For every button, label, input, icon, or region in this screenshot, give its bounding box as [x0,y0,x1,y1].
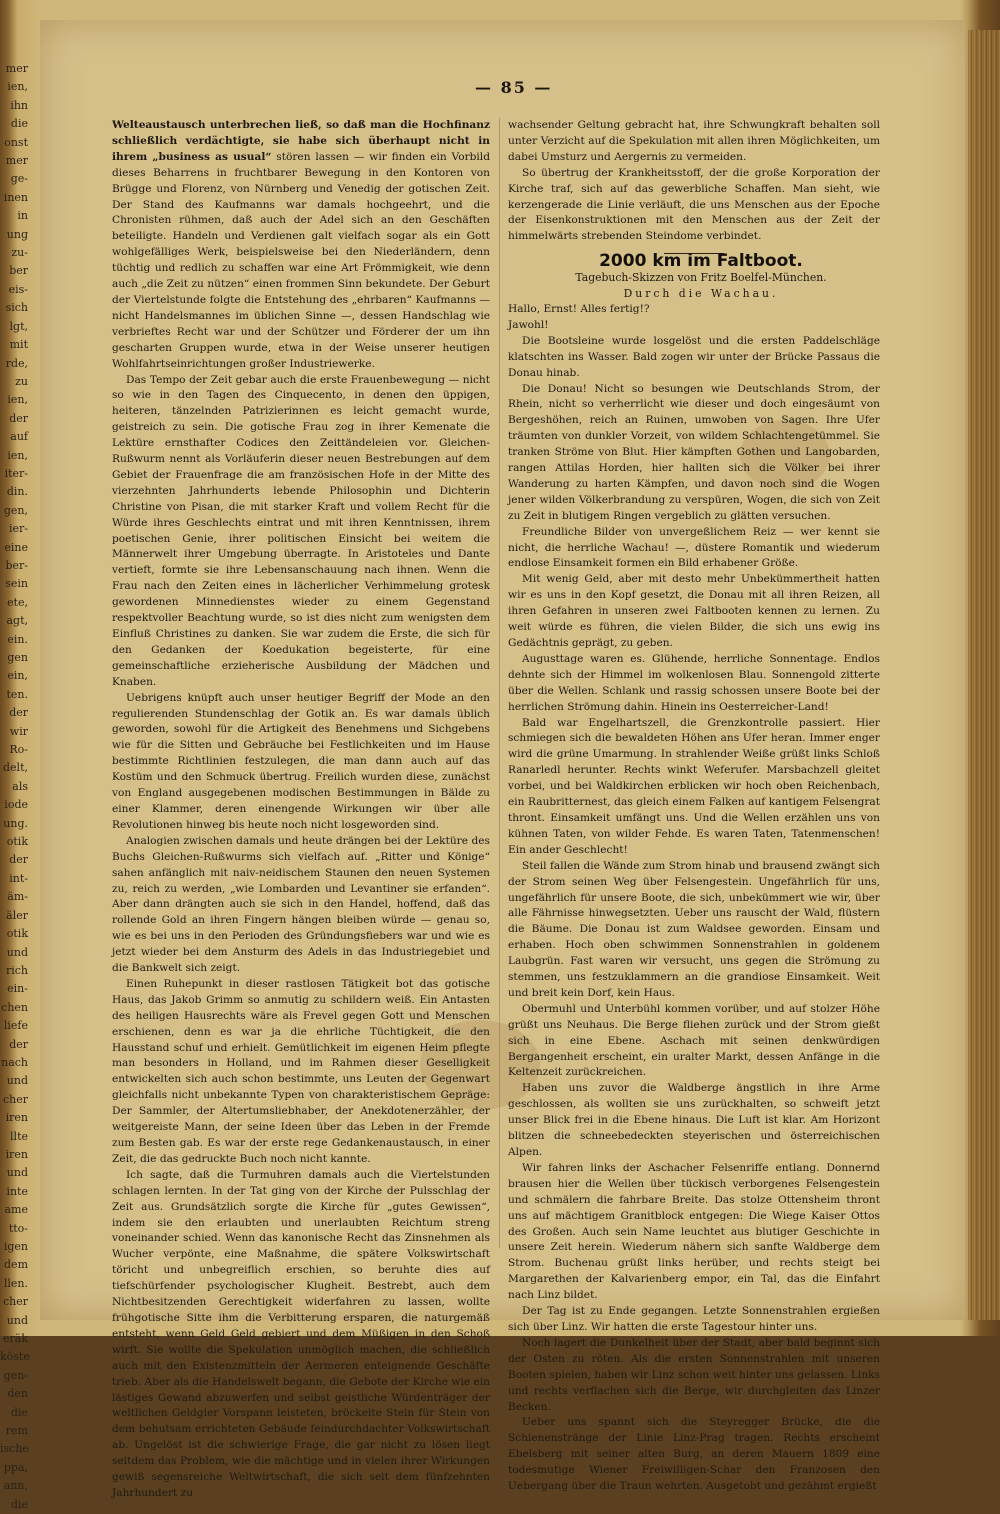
margin-fragment: din. [6,485,28,499]
margin-fragment: cher [2,1092,28,1106]
paragraph [112,834,490,977]
margin-fragment: llen. [3,1276,28,1290]
margin-fragment: iter- [4,466,28,480]
left-column [112,118,490,1499]
margin-fragment: ten. [6,687,28,701]
paragraph: Mit wenig Geld, aber mit desto mehr Unbekümmertheit hatten wir es uns in den Kopf gesetzt, die Donau mit all ihren Reizen, all ihren Gefahren in unseren zwei Faltbooten kennen zu lernen. Zu weit würde es führen, die vielen Bilder, die sich uns ewig ins Gedächtnis geprägt, zu geben. [508,573,880,649]
margin-fragment: ber [9,264,28,278]
paragraph [112,691,490,834]
margin-fragment: Ro- [9,743,28,757]
column-rule [499,118,500,1248]
margin-fragment: gen- [3,1368,28,1382]
margin-fragment: ien, [7,448,28,462]
margin-fragment: otik [6,835,28,849]
margin-fragment: ihn [10,98,28,112]
paragraph: Die Bootsleine wurde losgelöst und die ersten Paddelschläge klatschten ins Wasser. Bald zogen wir unter der Brücke Passaus die Donau hinab. [508,334,880,379]
margin-fragment: gen [7,651,28,664]
margin-fragment: dem [4,1258,28,1272]
margin-fragment: auf [10,430,28,444]
margin-fragment: eräk [3,1332,28,1346]
margin-fragment: und [6,1074,28,1088]
margin-fragment: liefe [3,1019,28,1033]
margin-fragment: ein. [7,632,28,646]
margin-fragment: der [9,706,28,720]
margin-fragment: gen, [3,503,28,517]
margin-fragment: inte [6,1184,28,1198]
margin-fragment: den [7,1387,28,1401]
paragraph [112,118,490,373]
margin-fragment: der [9,853,28,867]
paragraph-text: Analogien zwischen damals und heute drängen bei der Lektüre des Buchs Gleichen-Rußwurms sich vielfach auf. „Ritter und Könige“ sahen anfänglich mit naiv-neidischem Staunen den neuen Systemen zu, reich zu werden, „wie Lombarden und Levantiner sie erfanden“. Aber dann drängten auch sie sich in den Handel, hoffend, daß das rollende Gold an ihren Fingern hängen bleiben würde — genau so, wie es bei uns in den Perioden des Gründungsfiebers war und wie es jetzt wieder bei dem Ansturm des Adels in das Industriegebiet und die Bankwelt sich zeigt. [112,834,490,975]
article-subtitle: Tagebuch-Skizzen von Fritz Boelfel-München. [575,271,827,285]
margin-fragment: ann, [3,1479,28,1493]
margin-fragment: ien, [7,80,28,94]
margin-fragment: rich [5,963,28,977]
margin-fragment: ier- [8,522,28,536]
paragraph-text: Das Tempo der Zeit gebar auch die erste Frauenbewegung — nicht so wie in den Tagen des Cinquecento, in denen den üppigen, heiteren, tänzelnden Patrizierinnen es leicht gemacht wurde, geistreich zu sein. Die gotische Frau zog in ihrer Kemenate die Lektüre ernsthafter Codices den Zeittändeleien vor. Gleichen-Rußwurm nennt als Vorläuferin dieser neuen Bestrebungen auf dem Gebiet der Frauenfrage die am französischen Hofe in der Mitte des vierzehnten Jahrhunderts lebende Philosophin und Dichterin Christine von Pisan, die mit starker Kraft und vollem Recht für die Würde ihres Geschlechts eintrat und mit ihren Kenntnissen, ihrem poetischen Genie, ihrer politischen Einsicht bei weitem die Männerwelt ihrer Umgebung überragte. In Aristoteles und Dante vertieft, formte sie ihre Lebensanschauung nach ihnen. Wenn die Frau nach den Zeiten eines in lächerlicher Verhimmelung grotesk gewordenen Minnedienstes wieder zu einem Gegenstand respektvoller Beachtung wurde, so ist dies nicht zum wenigsten dem Einfluß Christines zu danken. Sie war zudem die Erste, die sich für den Gedanken der Koedukation begeisterte, für eine gemeinschaftliche erzieherische Ausbildung der Mädchen und Knaben. [112,373,490,688]
margin-fragment: ame [4,1203,28,1217]
margin-fragment: köste [0,1350,30,1364]
paragraph: Haben uns zuvor die Waldberge ängstlich in ihre Arme geschlossen, als wollten sie uns zurückhalten, so schweift jetzt unser Blick frei in die Ebene hinaus. Die Luft ist klar. Am Horizont blitzen die schneebedeckten steyerischen und österreichischen Alpen. [508,1082,880,1158]
margin-fragment: ische [0,1442,29,1456]
margin-fragment: inen [3,190,28,204]
margin-fragment: chen [1,1000,28,1014]
paragraph: So übertrug der Krankheitsstoff, der die große Korporation der Kirche traf, sich auf das gewerbliche Schaffen. Man sieht, wie kerzengerade die Linie verläuft, die uns Menschen aus der Epoche der Eisenkonstruktionen mit den Menschen aus der Zeit der himmelwärts strebenden Steindome verbindet. [508,166,880,243]
paragraph: Noch lagert die Dunkelheit über der Stadt, aber bald beginnt sich der Osten zu röten. Als die ersten Sonnenstrahlen mit unseren Booten spielen, haben wir Linz schon weit hinter uns gelassen. Links und rechts verflachen sich die Berge, wir durchgleiten das Linzer Becken. [508,1336,880,1413]
article-title: 2000 km im Faltboot. [599,251,803,272]
facing-page-margin-fragments [0,60,30,1511]
paragraph-text: Uebrigens knüpft auch unser heutiger Begriff der Mode an den regulierenden Stundenschlag der Gotik an. Es war damals üblich geworden, sowohl für die Artigkeit des Benehmens und Sichgebens wie für die Sitten und Gebräuche bei Festlichkeiten und im Hause bestimmte Richtlinien festzulegen, die man dann auch auf das Kostüm und den Schmuck übertrug. Freilich wurden diese, zunächst von England ausgegebenen modischen Bestimmungen in Bälde zu einer Klammer, deren einengende Wirkungen wir über alle Revolutionen hinweg bis heute noch nicht losgeworden sind. [112,691,490,831]
paragraph: Obermuhl und Unterbühl kommen vorüber, und auf stolzer Höhe grüßt uns Neuhaus. Die Berge fliehen zurück und der Strom gießt sich in eine Ebene. Aschach mit seinen denkwürdigen Bergangenheit erscheint, ein uralter Markt, dessen Anfänge in die Keltenzeit zurückreichen. [508,1002,880,1079]
margin-fragment: cher [2,1295,28,1309]
margin-fragment: ung. [3,816,28,830]
margin-fragment: onst [4,135,28,149]
page-edges [968,30,1000,1320]
paragraph: Augusttage waren es. Glühende, herrliche Sonnentage. Endlos dehnte sich der Himmel im wolkenlosen Blau. Sonnengold zitterte über die Wellen. Schlank und rassig schossen unsere Boote bei der herrlichen Strömung dahin. Hinein ins Oesterreicher-Land! [508,652,880,713]
margin-fragment: die [10,117,28,131]
margin-fragment: igen [3,1240,28,1253]
margin-fragment: tto- [8,1221,28,1235]
paragraph: Bald war Engelhartszell, die Grenzkontrolle passiert. Hier schmiegen sich die bewaldeten Höhen ans Ufer heran. Immer enger wird die grüne Umarmung. In strahlender Weiße grüßt links Schloß Ranarledl herunter. Rechts winkt Weferufer. Marsbachzell gleitet vorbei, und bei Waldkirchen erblicken wir hoch oben Reichenbach, ein Raubritternest, das gleich einem Falken auf kantigem Felsengrat thront. Einsamkeit umfängt uns. Und die Wellen erzählen uns von kühnen Taten, von wilder Fehde. Es waren Taten, Tatenmenschen! Ein ander Geschlecht! [508,716,880,856]
margin-fragment: wir [9,724,28,738]
margin-fragment: zu- [11,246,28,260]
margin-fragment: eine [4,540,28,554]
paragraph: Steil fallen die Wände zum Strom hinab und brausend zwängt sich der Strom seinen Weg über Felsengestein. Ungefährlich für uns, ungefährlich für unsere Boote, die sich, unbekümmert wie wir, über alle Fährnisse hinwegsetzten. Ueber uns rauscht der Wald, flüstern die Bäume. Die Donau ist zum Waldsee geworden. Einsam und erhaben. Hoch oben schwimmen Sonnenstrahlen in goldenem Laubgrün. Fast waren wir versucht, uns gegen die Strömung zu stemmen, uns festzuklammern an die grandiose Einsamkeit. Weit und breit kein Dorf, kein Haus. [508,859,880,999]
margin-fragment: und [6,945,28,959]
margin-fragment: in [17,209,28,223]
paragraph: Ueber uns spannt sich die Steyregger Brücke, die die Schienenstränge der Linie Linz-Prag tragen. Rechts erscheint Ebelsberg mit seiner alten Burg, an deren Mauern 1809 eine todesmutige Wiener Freiwilligen-Schar den Franzosen den Uebergang über die Traun wehrten. Ausgetobt und gezähmt ergießt [508,1416,880,1493]
margin-fragment: int- [9,871,28,885]
margin-fragment: mer [5,62,28,75]
margin-fragment: iren [5,1111,28,1125]
paragraph-text: Ich sagte, daß die Turmuhren damals auch die Viertelstunden schlagen lernten. In der Tat ging von der Kirche der Pulsschlag der Zeit aus. Grundsätzlich sorgte die Kirche für „gutes Gewissen“, indem sie den erlaubten und unerlaubten Reichtum streng voneinander schied. Wenn das kanonische Recht das Zinsnehmen als Wucher verpönte, eine Maßnahme, die spätere Volkswirtschaft töricht und unbegreiflich erschien, so beruhte dies auf tiefschürfender psychologischer Klugheit. Bestrebt, auch dem Nichtbesitzenden Gerechtigkeit widerfahren zu lassen, wollte frühgotische Sitte ihm die Verbitterung ersparen, die naturgemäß entsteht, wenn Geld Geld gebiert und dem Müßigen in den Schoß wirft. Sie wollte die Spekulation unmöglich machen, die schließlich auch mit den Existenzmitteln der Aermeren enteignende Geschäfte trieb. Aber als die Handelswelt begann, die Gebote der Kirche wie ein lästiges Gewand abzuwerfen und selbst geistliche Würdenträger der weltlichen Geldgier Vorspann leisteten, bröckelte Stein für Stein von dem behutsam errichteten Gebäude feindurchdachter Volkswirtschaft ab. Ungelöst ist die schwierige Frage, die gar nicht zu lösen liegt seitdem das Problem, wie die mächtige und in vielen ihrer Wirkungen gewiß segensreiche Weltwirtschaft, die sich seit dem fünfzehnten Jahrhundert zu [112,1168,490,1499]
margin-fragment: zu [15,374,28,388]
dialogue-line: Hallo, Ernst! Alles fertig!? [508,302,650,315]
margin-fragment: ppa, [3,1460,28,1474]
margin-fragment: rem [5,1424,28,1438]
margin-fragment: nach [1,1055,28,1069]
margin-fragment: ien, [7,393,28,407]
margin-fragment: ung [6,227,28,241]
article-body [508,334,880,1495]
margin-fragment: sein [5,577,28,591]
margin-fragment: als [12,779,28,793]
margin-fragment: delt, [3,761,28,775]
dialogue-line: Jawohl! [508,318,549,331]
margin-fragment: die [10,1405,28,1419]
paragraph: Freundliche Bilder von unvergeßlichem Reiz — wer kennt sie nicht, die herrliche Wachau! —, düstere Romantik und wiederum endlose Einsamkeit formen ein Bild erhabener Größe. [508,525,880,570]
margin-fragment: mit [9,338,28,352]
paragraph-text: Einen Ruhepunkt in dieser rastlosen Tätigkeit bot das gotische Haus, das Jakob Grimm so anmutig zu schildern weiß. Ein Antasten des heiligen Hausrechts wäre als Frevel gegen Gott und Menschen erschienen, denn es war ja die ehrliche Tüchtigkeit, die den Hausstand schuf und erhielt. Gemütlichkeit im eigenen Heim pflegte man besonders in Holland, und im Rahmen dieser Geselligkeit entwickelten sich auch schon bestimmte, uns Leuten der Gegenwart gleichfalls nicht unbekannte Typen von charakteristischem Gepräge: Der Sammler, der Altertumsliebhaber, der Anekdotenerzähler, der weitgereiste Mann, der seine Ideen über das Leben in der Fremde zum Besten gab. Es war der erste rege Gedankenaustausch, in einer Zeit, die das gedruckte Buch noch nicht kannte. [112,977,490,1165]
margin-fragment: ein- [7,982,28,996]
margin-fragment: der [9,1037,28,1051]
paragraph [112,1168,490,1502]
margin-fragment: agt, [6,614,28,628]
margin-fragment: ein, [7,669,28,683]
margin-fragment: ber- [5,558,28,572]
margin-fragment: llte [10,1129,28,1143]
bold-lead-text: Welteaustausch unterbrechen ließ, so daß man die Hochfinanz schließlich verdächtigte, sie habe sich überhaupt nicht in ihrem „business as usual“ [112,119,490,163]
margin-fragment: eis- [8,282,28,296]
margin-fragment: äm- [7,890,28,904]
margin-fragment: iren [5,1147,28,1161]
margin-fragment: der [9,411,28,425]
margin-fragment: rde, [5,356,28,370]
margin-fragment: und [6,1166,28,1180]
margin-fragment: lgt, [9,319,28,333]
margin-fragment: ge- [10,172,28,186]
continued-paragraph: wachsender Geltung gebracht hat, ihre Schwungkraft behalten soll unter Verzicht auf die Spekulation mit allen ihren Möglichkeiten, um dabei Umsturz und Aergernis zu vermeiden. [508,119,880,163]
margin-fragment: iode [4,798,28,812]
paragraph: Wir fahren links der Aschacher Felsenriffe entlang. Donnernd brausen hier die Wellen über tückisch verborgenes Felsengestein und schmälern die fahrbare Breite. Das stolze Ottensheim thront uns auf mächtigem Granitblock entgegen: Die Wiege Kaiser Ottos des Großen. Auch sein Name leuchtet aus blutiger Geschichte in unsere Zeit herein. Wiederum nähern sich sanfte Waldberge dem Strom. Buchenau grüßt links herüber, und rechts steigt bei Margarethen der Kalvarienberg empor, ein Tal, das die Einfahrt nach Linz bildet. [508,1161,880,1302]
margin-fragment: und [6,1313,28,1327]
right-column [508,118,880,1493]
paragraph-text: stören lassen — wir finden ein Vorbild dieses Beharrens in fruchtbarer Bewegung in den Kontoren von Brügge und Florenz, von Nürnberg und Venedig der gotischen Zeit. Der Stand des Kaufmanns war damals hochgeehrt, und die Chronisten rühmen, daß auch der Adel sich an den Geschäften beteiligte. Handeln und Verdienen galt vielfach sogar als ein Gott wohlgefälliges Werk, beispielsweise bei den Niederländern, denn tüchtig und redlich zu schaffen war eine Art Frömmigkeit, wie denn auch „die Zeit zu nützen“ einen frommen Sinn bekundete. Der Geburt der Viertelstunde folgte die Entstehung des „ehrbaren“ Kaufmanns — nicht Handelsmannes im üblichen Sinne —, dessen Handschlag wie verbrieftes Recht war und der Schützer und Förderer der um ihn gescharten Gruppen wurde, etwa in der Weise unserer heutigen Wohlfahrtseinrichtungen großer Industriewerke. [112,150,490,370]
section-heading: Durch die Wachau. [623,287,779,301]
margin-fragment: äler [6,908,28,922]
margin-fragment: otik [6,927,28,941]
margin-fragment: mer [5,154,28,168]
margin-fragment: sich [5,301,28,315]
paragraph: Der Tag ist zu Ende gegangen. Letzte Sonnenstrahlen ergießen sich über Linz. Wir hatten die erste Tagestour hinter uns. [508,1305,880,1333]
paragraph: Die Donau! Nicht so besungen wie Deutschlands Strom, der Rhein, nicht so verherrlicht wie dieser und doch eingesäumt von Bergeshöhen, reich an Ruinen, umwoben von Sagen. Ihre Ufer träumten von dunkler Vorzeit, von wildem Schlachtengetümmel. Sie tranken Ströme von Blut. Hier kämpften Gothen und Langobarden, rangen Attilas Horden, hier hallten sich die Völker bei ihrer Wanderung zu harten Kämpfen, und davon noch sind die Wogen jener wilden Völkerbrandung zu verspüren, Wogen, die sich von Zeit zu Zeit in blutigem Ringen vergeblich zu glätten versuchen. [508,382,880,522]
paragraph [112,373,490,691]
margin-fragment: die [10,1497,28,1511]
page-number: — 85 — [475,78,553,97]
margin-fragment: ete, [7,595,28,609]
paragraph [112,977,490,1168]
